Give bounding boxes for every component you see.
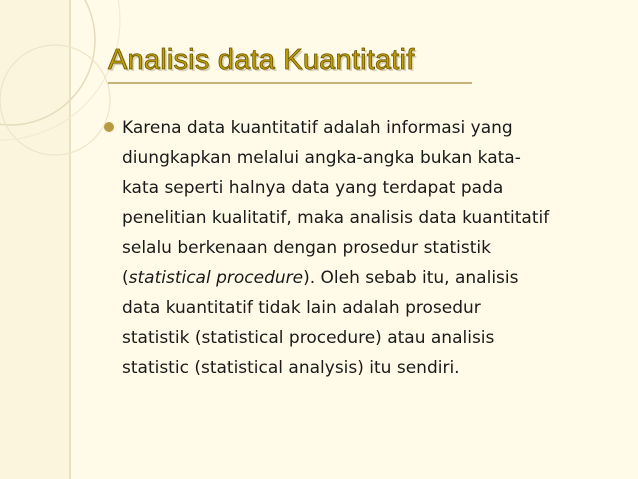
bullet-item xyxy=(104,113,624,383)
slide-title: Analisis data Kuantitatif xyxy=(108,44,415,76)
paragraph-line-9: statistic (statistical analysis) itu sendiri. xyxy=(122,358,460,378)
paragraph-line-6 xyxy=(122,263,624,293)
paragraph-line-4: penelitian kualitatif, maka analisis data kuantitatif xyxy=(122,208,550,228)
title-underline xyxy=(108,82,472,84)
paragraph-line-7: data kuantitatif tidak lain adalah prosedur xyxy=(122,298,481,318)
paragraph-line-2: diungkapkan melalui angka-angka bukan kata- xyxy=(122,148,521,168)
paragraph-line-6-open: ( xyxy=(122,268,129,288)
paragraph-line-8: statistik (statistical procedure) atau analisis xyxy=(122,328,495,348)
paragraph-line-3: kata seperti halnya data yang terdapat pada xyxy=(122,178,504,198)
bullet-paragraph xyxy=(122,113,624,383)
paragraph-line-5: selalu berkenaan dengan prosedur statistik xyxy=(122,238,491,258)
slide-body xyxy=(104,113,624,383)
left-stripe-shape xyxy=(0,0,70,479)
paragraph-line-1: Karena data kuantitatif adalah informasi yang xyxy=(122,118,513,138)
paragraph-line-6-rest: ). Oleh sebab itu, analisis xyxy=(303,268,519,288)
bullet-dot-icon xyxy=(104,122,114,132)
paragraph-line-6-italic: statistical procedure xyxy=(128,268,304,288)
